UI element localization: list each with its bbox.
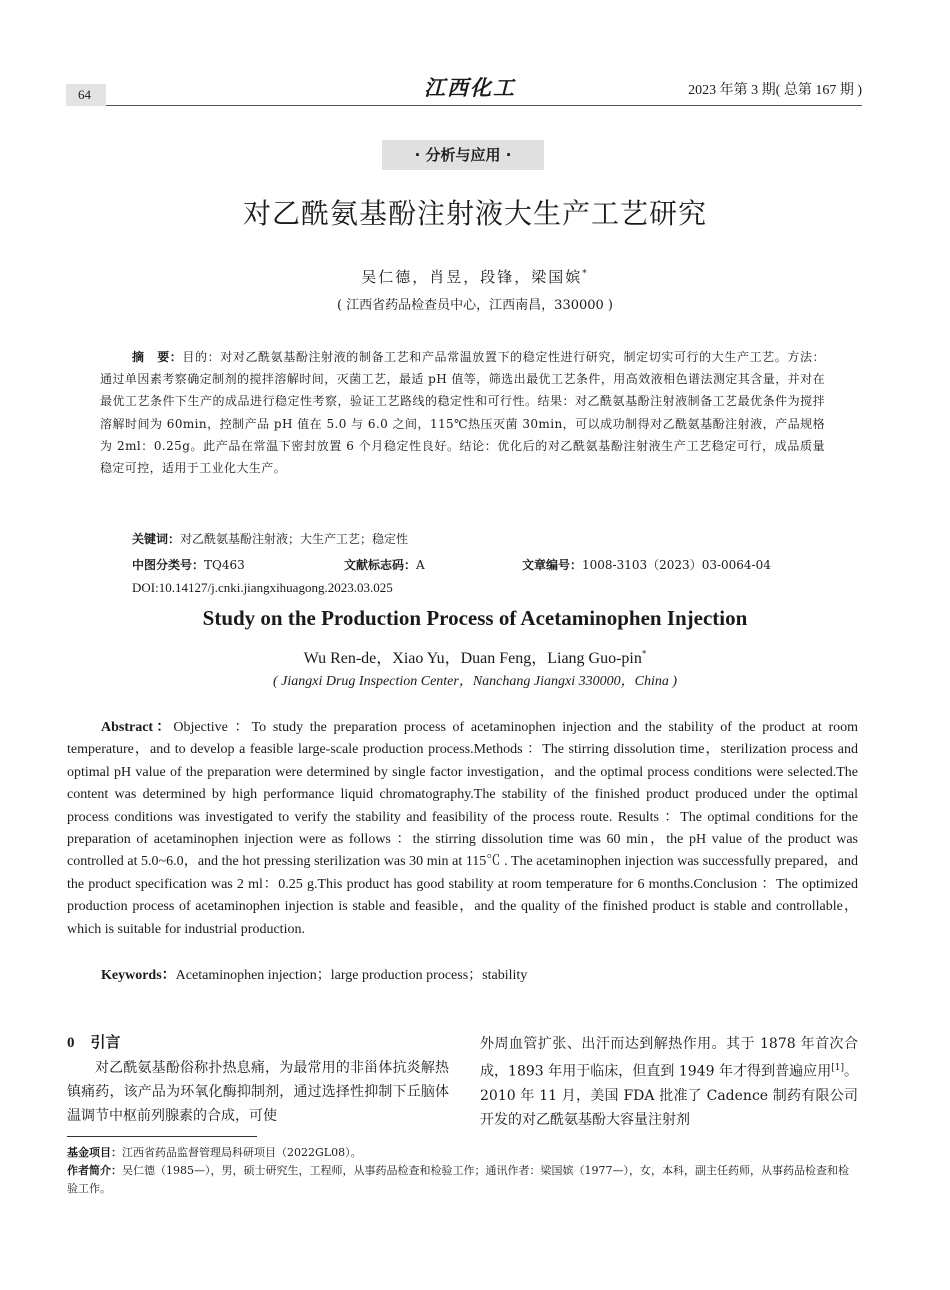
affiliation-en bbox=[0, 670, 950, 690]
section-title: 引言 bbox=[90, 1033, 121, 1051]
body-column-right bbox=[480, 1032, 858, 1132]
journal-name: 江西化工 bbox=[424, 75, 516, 100]
body-right-text-a: 外周血管扩张、出汗而达到解热作用。其于 1878 年首次合成，1893 年用于临床，但直到 1949 年才得到普遍应用 bbox=[480, 1036, 858, 1080]
document-code bbox=[344, 556, 425, 573]
title-en: Study on the Production Process of Acetaminophen Injection bbox=[202, 606, 748, 630]
footnote bbox=[67, 1144, 858, 1198]
corresponding-mark: * bbox=[582, 269, 589, 279]
doc-code-label: 文献标志码： bbox=[344, 558, 417, 572]
bio-label: 作者简介： bbox=[67, 1164, 122, 1177]
abstract-en-text: Objective ：To study the preparation process of acetaminophen injection and the stability of the product at room temperature，and to develop a feasible large-scale production process.Methods ：The stirring dissolution time，sterilization process and optimal pH value of the preparation were determined by single factor investigation，and the optimal process conditions were selected.The content was determined by high performance liquid chromatography.The stability of the finished product produced under the optimal process conditions was investigated to verify the stability and feasibility of the process route. Results ：The optimal conditions for the preparation of acetaminophen injection were as follows ：the stirring dissolution time was 60 min，the pH value of the product was controlled at 5.0~6.0，and the hot pressing sterilization was 30 min at 115℃ . The acetaminophen injection was successfully prepared，and the product specification was 2 ml：0.25 g.This product has good stability at room temperature for 6 months.Conclusion ：The optimized production process of acetaminophen injection is stable and feasible，and the quality of the finished product is stable and controllable，which is suitable for industrial production. bbox=[67, 720, 858, 937]
keywords-en-text: Acetaminophen injection；large production process；stability bbox=[175, 968, 528, 983]
abstract-en bbox=[67, 717, 858, 941]
abstract-zh bbox=[100, 346, 825, 479]
fund-label: 基金项目： bbox=[67, 1146, 122, 1159]
authors-en-text: Wu Ren-de，Xiao Yu，Duan Feng，Liang Guo-pin bbox=[303, 650, 642, 667]
doc-code-text: A bbox=[416, 558, 425, 572]
corresponding-mark-en: * bbox=[641, 648, 647, 659]
body-right-text-b: 。2010 年 11 月，美国 FDA 批准了 Cadence 制药有限公司开发的对乙酰氨基酚大容量注射剂 bbox=[480, 1063, 859, 1128]
issue-info: 2023 年第 3 期( 总第 167 期 ) bbox=[688, 83, 862, 98]
keywords-en bbox=[101, 964, 527, 984]
citation-ref[interactable]: [1] bbox=[831, 1063, 844, 1073]
clc-text: TQ463 bbox=[204, 558, 245, 572]
authors-zh bbox=[0, 266, 950, 287]
clc-number bbox=[132, 556, 245, 573]
authors-zh-text: 吴仁德，肖昱，段锋，梁国嫔 bbox=[361, 268, 583, 286]
author-bio bbox=[67, 1162, 858, 1198]
doi[interactable]: DOI:10.14127/j.cnki.jiangxihuagong.2023.03.025 bbox=[132, 580, 393, 595]
header-rule bbox=[106, 105, 862, 106]
article-no-label: 文章编号： bbox=[522, 558, 583, 572]
affiliation-zh: ( 江西省药品检查员中心，江西南昌，330000 ) bbox=[336, 298, 614, 313]
footnote-rule bbox=[67, 1136, 257, 1137]
title-zh: 对乙酰氨基酚注射液大生产工艺研究 bbox=[242, 197, 707, 230]
authors-en bbox=[0, 645, 950, 668]
abstract-zh-label: 摘 要： bbox=[132, 350, 183, 364]
fund-text: 江西省药品监督管理局科研项目（2022GL08）。 bbox=[122, 1146, 362, 1159]
column-badge: · 分析与应用 · bbox=[382, 140, 544, 170]
body-paragraph-left: 对乙酰氨基酚俗称扑热息痛，为最常用的非甾体抗炎解热镇痛药，该产品为环氧化酶抑制剂，通过选择性抑制下丘脑体温调节中枢前列腺素的合成，可使 bbox=[67, 1060, 449, 1124]
clc-label: 中图分类号： bbox=[132, 558, 205, 572]
keywords-zh-label: 关键词： bbox=[132, 532, 181, 546]
body-paragraph-right bbox=[480, 1032, 858, 1132]
keywords-zh-text: 对乙酰氨基酚注射液；大生产工艺；稳定性 bbox=[180, 532, 409, 546]
affiliation-en-text: ( Jiangxi Drug Inspection Center，Nanchang Jiangxi 330000，China ) bbox=[273, 674, 677, 689]
bio-text: 吴仁德（1985—），男，硕士研究生，工程师，从事药品检查和检验工作；通讯作者：梁国嫔（1977—），女，本科，副主任药师，从事药品检查和检验工作。 bbox=[67, 1164, 849, 1195]
article-no-text: 1008-3103（2023）03-0064-04 bbox=[582, 558, 771, 572]
fund-note bbox=[67, 1144, 858, 1162]
article-number bbox=[522, 556, 771, 573]
section-heading bbox=[67, 1031, 121, 1052]
keywords-en-label: Keywords： bbox=[101, 968, 176, 983]
abstract-en-label: Abstract： bbox=[101, 720, 174, 735]
abstract-zh-text: 目的：对对乙酰氨基酚注射液的制备工艺和产品常温放置下的稳定性进行研究，制定切实可行的大生产工艺。方法：通过单因素考察确定制剂的搅拌溶解时间，灭菌工艺，最适 pH 值等，筛选出最优工艺条件，用高效液相色谱法测定其含量，并对在最优工艺条件下生产的成品进行稳定性考察，验证工艺路线的稳定性和可行性。结果：对乙酰氨基酚注射液制备工艺最优条件为搅拌溶解时间为 60min，控制产品 pH 值在 5.0 与 6.0 之间，115℃热压灭菌 30min，可以成功制得对乙酰氨基酚注射液，产品规格为 2ml：0.25g。此产品在常温下密封放置 6 个月稳定性良好。结论：优化后的对乙酰氨基酚注射液生产工艺稳定可行，成品质量稳定可控，适用于工业化大生产。 bbox=[100, 350, 825, 476]
page-number: 64 bbox=[66, 84, 106, 106]
keywords-zh bbox=[132, 530, 408, 547]
section-number: 0 bbox=[67, 1035, 75, 1051]
body-column-left bbox=[67, 1056, 449, 1128]
